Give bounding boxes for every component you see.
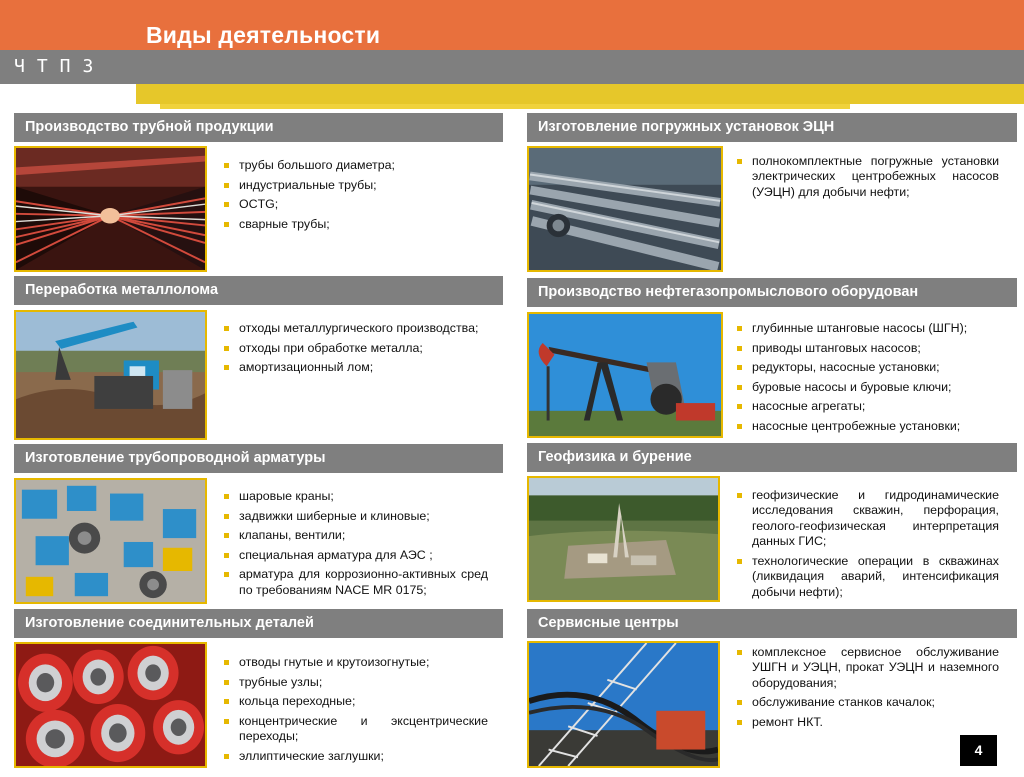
list-item: насосные центробежные установки; (737, 419, 999, 434)
list-item: буровые насосы и буровые ключи; (737, 380, 999, 395)
drilling-site-photo (527, 476, 720, 602)
section-title-geophysics: Геофизика и бурение (527, 443, 1017, 472)
section-title-service: Сервисные центры (527, 609, 1017, 638)
list-item: индустриальные трубы; (224, 178, 488, 193)
esp-pumps-photo (527, 146, 723, 272)
list-item: кольца переходные; (224, 694, 488, 709)
list-item: насосные агрегаты; (737, 399, 999, 414)
service-rig-photo (527, 641, 720, 768)
list-item: отходы при обработке металла; (224, 341, 488, 356)
valves-list (224, 489, 488, 602)
pipes-list (224, 158, 488, 236)
header-gray-band (0, 50, 1024, 84)
section-title-valves: Изготовление трубопроводной арматуры (14, 444, 503, 473)
fittings-list (224, 655, 488, 768)
header-yellow-line (160, 104, 850, 109)
geophysics-list (737, 488, 999, 604)
list-item: OCTG; (224, 197, 488, 212)
list-item: шаровые краны; (224, 489, 488, 504)
pipes-photo (14, 146, 207, 272)
header-yellow-band (136, 84, 1024, 104)
esp-list (737, 154, 999, 204)
list-item: комплексное сервисное обслуживание УШГН и УЭЦН, прокат УЭЦН и наземного оборудования; (737, 645, 999, 691)
section-title-fittings: Изготовление соединительных деталей (14, 609, 503, 638)
list-item: обслуживание станков качалок; (737, 695, 999, 710)
list-item: специальная арматура для АЭС ; (224, 548, 488, 563)
list-item: эллиптические заглушки; (224, 749, 488, 764)
list-item: трубы большого диаметра; (224, 158, 488, 173)
scrap-list (224, 321, 488, 380)
list-item: геофизические и гидродинамические исследования скважин, перфорация, геолого-геофизическая интерпретация данных ГИС; (737, 488, 999, 550)
list-item: приводы штанговых насосов; (737, 341, 999, 356)
list-item: технологические операции в скважинах (ликвидация аварий, интенсификация добычи нефти); (737, 554, 999, 600)
list-item: трубные узлы; (224, 675, 488, 690)
section-title-pipes: Производство трубной продукции (14, 113, 503, 142)
list-item: полнокомплектные погружные установки электрических центробежных насосов (УЭЦН) для добычи нефти; (737, 154, 999, 200)
list-item: клапаны, вентили; (224, 528, 488, 543)
page-number: 4 (960, 735, 997, 766)
service-list (737, 645, 999, 735)
list-item: глубинные штанговые насосы (ШГН); (737, 321, 999, 336)
section-title-oilfield: Производство нефтегазопромыслового оборудован (527, 278, 1017, 307)
section-title-esp: Изготовление погружных установок ЭЦН (527, 113, 1017, 142)
list-item: задвижки шиберные и клиновые; (224, 509, 488, 524)
valves-photo (14, 478, 207, 604)
section-title-scrap: Переработка металлолома (14, 276, 503, 305)
list-item: отводы гнутые и крутоизогнутые; (224, 655, 488, 670)
pumpjack-photo (527, 312, 723, 438)
list-item: отходы металлургического производства; (224, 321, 488, 336)
list-item: арматура для коррозионно-активных сред по требованиям NACE MR 0175; (224, 567, 488, 598)
pipe-fittings-photo (14, 642, 207, 768)
company-logo: ЧТПЗ (14, 56, 106, 77)
list-item: ремонт НКТ. (737, 715, 999, 730)
list-item: концентрические и эксцентрические переходы; (224, 714, 488, 745)
scrap-metal-photo (14, 310, 207, 440)
oilfield-list (737, 321, 999, 439)
list-item: редукторы, насосные установки; (737, 360, 999, 375)
list-item: сварные трубы; (224, 217, 488, 232)
list-item: амортизационный лом; (224, 360, 488, 375)
page-title: Виды деятельности (146, 22, 381, 48)
